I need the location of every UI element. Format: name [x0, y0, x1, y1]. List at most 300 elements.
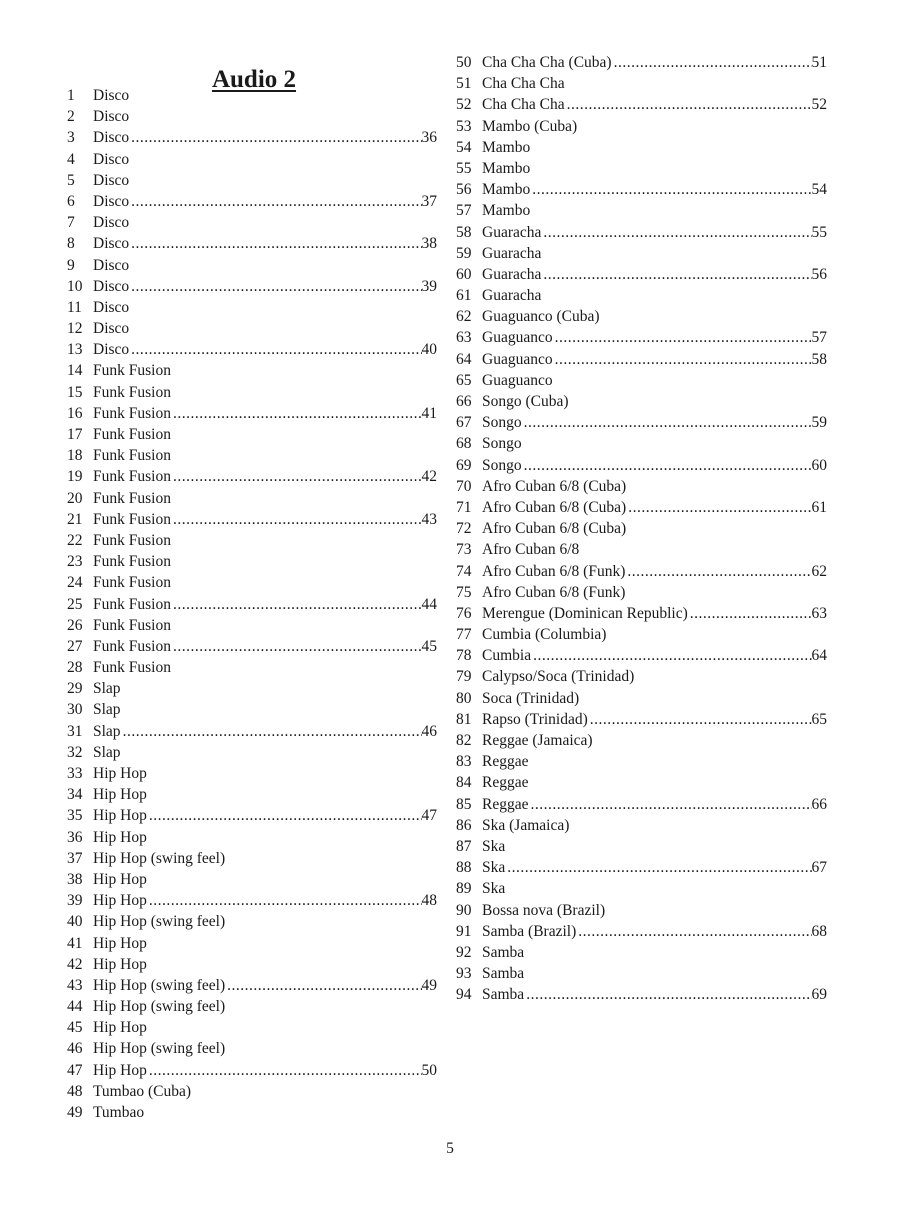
track-entry — [67, 551, 437, 572]
track-entry — [67, 678, 437, 699]
track-style-name: Afro Cuban 6/8 — [482, 541, 580, 559]
track-number: 19 — [67, 468, 83, 486]
track-number: 25 — [67, 595, 83, 613]
track-style-name: Rapso (Trinidad) — [482, 710, 588, 728]
track-entry — [456, 645, 827, 666]
track-page-reference: 51 — [811, 54, 827, 71]
track-number: 48 — [67, 1082, 83, 1100]
dot-leader — [524, 412, 812, 433]
track-page-reference: 52 — [811, 96, 827, 114]
track-style-name: Songo — [482, 414, 522, 432]
track-entry — [456, 730, 827, 751]
track-style-name: Mambo — [482, 181, 531, 199]
track-page-reference: 66 — [811, 795, 827, 813]
track-list-right-column — [456, 52, 827, 1005]
track-style-name: Hip Hop — [93, 1061, 147, 1079]
track-number: 35 — [67, 807, 83, 825]
track-entry — [67, 466, 437, 487]
track-entry — [67, 445, 437, 466]
track-page-reference: 49 — [421, 976, 437, 994]
track-number: 60 — [456, 265, 472, 283]
track-number: 93 — [456, 965, 472, 983]
page-title: Audio 2 — [211, 65, 297, 93]
track-entry — [456, 370, 827, 391]
track-entry — [67, 721, 437, 742]
track-style-name: Hip Hop — [93, 934, 147, 952]
track-style-name: Cha Cha Cha (Cuba) — [482, 54, 612, 71]
track-style-name: Reggae — [482, 774, 529, 792]
track-number: 34 — [67, 786, 83, 804]
track-entry — [456, 264, 827, 285]
track-style-name: Samba — [482, 943, 525, 961]
track-number: 89 — [456, 880, 472, 898]
track-number: 31 — [67, 722, 83, 740]
track-page-reference: 59 — [811, 414, 827, 432]
track-style-name: Disco — [93, 256, 130, 274]
track-page-reference: 58 — [811, 350, 827, 368]
track-list-left-column — [67, 85, 437, 1123]
track-entry — [67, 106, 437, 127]
track-style-name: Guaracha — [482, 287, 542, 305]
track-entry — [67, 594, 437, 615]
dot-leader — [532, 179, 811, 200]
dot-leader — [131, 191, 421, 212]
track-entry — [456, 963, 827, 984]
track-style-name: Guaracha — [482, 244, 542, 262]
track-number: 87 — [456, 837, 472, 855]
track-entry — [67, 763, 437, 784]
track-number: 38 — [67, 870, 83, 888]
track-style-name: Tumbao — [93, 1104, 145, 1121]
track-entry — [67, 318, 437, 339]
track-style-name: Disco — [93, 320, 130, 338]
track-style-name: Mambo (Cuba) — [482, 117, 578, 135]
track-style-name: Hip Hop (swing feel) — [93, 849, 226, 867]
track-number: 75 — [456, 583, 472, 601]
track-page-reference: 57 — [811, 329, 827, 347]
track-page-reference: 69 — [811, 986, 827, 1004]
track-entry — [456, 73, 827, 94]
track-entry — [456, 688, 827, 709]
track-style-name: Hip Hop — [93, 807, 147, 825]
track-entry — [456, 857, 827, 878]
track-style-name: Calypso/Soca (Trinidad) — [482, 668, 635, 686]
track-number: 18 — [67, 447, 83, 465]
track-entry — [67, 85, 437, 106]
track-entry — [67, 191, 437, 212]
track-style-name: Hip Hop — [93, 786, 147, 804]
track-entry — [67, 170, 437, 191]
track-style-name: Disco — [93, 192, 130, 210]
track-number: 29 — [67, 680, 83, 698]
track-entry — [456, 518, 827, 539]
track-number: 79 — [456, 668, 472, 686]
track-entry — [456, 582, 827, 603]
track-entry — [67, 742, 437, 763]
track-number: 2 — [67, 108, 75, 126]
track-number: 80 — [456, 689, 472, 707]
track-style-name: Songo — [482, 456, 522, 474]
track-number: 39 — [67, 892, 83, 910]
track-style-name: Funk Fusion — [93, 595, 171, 613]
track-style-name: Cumbia (Columbia) — [482, 626, 607, 644]
track-page-reference: 38 — [421, 235, 437, 253]
track-number: 51 — [456, 75, 472, 93]
track-number: 52 — [456, 96, 472, 114]
track-number: 21 — [67, 510, 83, 528]
track-style-name: Afro Cuban 6/8 (Funk) — [482, 583, 626, 601]
dot-leader — [149, 1060, 422, 1081]
track-entry — [67, 1017, 437, 1038]
dot-leader — [149, 890, 422, 911]
track-page-reference: 48 — [421, 892, 437, 910]
track-style-name: Samba — [482, 986, 525, 1004]
track-style-name: Funk Fusion — [93, 510, 171, 528]
track-entry — [67, 488, 437, 509]
track-style-name: Disco — [93, 150, 130, 168]
track-number: 6 — [67, 192, 75, 210]
track-entry — [67, 1060, 437, 1081]
track-entry — [456, 158, 827, 179]
track-number: 14 — [67, 362, 83, 380]
track-entry — [67, 276, 437, 297]
track-page-reference: 47 — [421, 807, 437, 825]
dot-leader — [507, 857, 811, 878]
track-page-reference: 63 — [811, 604, 827, 622]
track-style-name: Reggae — [482, 753, 529, 771]
track-entry — [67, 424, 437, 445]
track-number: 40 — [67, 913, 83, 931]
track-number: 30 — [67, 701, 83, 719]
track-style-name: Cha Cha Cha — [482, 96, 565, 114]
track-style-name: Afro Cuban 6/8 (Cuba) — [482, 520, 627, 538]
track-number: 66 — [456, 393, 472, 410]
track-entry — [456, 327, 827, 348]
track-entry — [456, 666, 827, 687]
track-style-name: Funk Fusion — [93, 468, 171, 486]
track-entry — [67, 149, 437, 170]
track-style-name: Disco — [93, 235, 130, 253]
track-page-reference: 42 — [421, 468, 437, 486]
track-entry — [456, 52, 827, 73]
track-style-name: Soca (Trinidad) — [482, 689, 580, 707]
track-entry — [456, 900, 827, 921]
track-entry — [67, 360, 437, 381]
track-number: 43 — [67, 976, 83, 994]
track-entry — [456, 391, 827, 412]
track-entry — [456, 497, 827, 518]
track-style-name: Ska (Jamaica) — [482, 816, 570, 834]
track-entry — [456, 200, 827, 221]
track-number: 74 — [456, 562, 472, 580]
track-entry — [67, 890, 437, 911]
track-entry — [67, 996, 437, 1017]
track-page-reference: 46 — [421, 722, 437, 740]
track-style-name: Slap — [93, 701, 121, 719]
track-style-name: Funk Fusion — [93, 553, 171, 571]
dot-leader — [173, 636, 422, 657]
track-entry — [67, 530, 437, 551]
dot-leader — [628, 497, 811, 518]
track-style-name: Funk Fusion — [93, 637, 171, 655]
track-number: 32 — [67, 743, 83, 761]
dot-leader — [173, 466, 422, 487]
track-number: 9 — [67, 256, 75, 274]
track-entry — [456, 222, 827, 243]
track-style-name: Tumbao (Cuba) — [93, 1082, 192, 1100]
track-number: 92 — [456, 943, 472, 961]
track-entry — [456, 772, 827, 793]
track-number: 46 — [67, 1040, 83, 1058]
track-page-reference: 43 — [421, 510, 437, 528]
track-page-reference: 65 — [811, 710, 827, 728]
track-entry — [456, 179, 827, 200]
track-number: 68 — [456, 435, 472, 453]
track-page-reference: 60 — [811, 456, 827, 474]
track-number: 82 — [456, 732, 472, 749]
track-number: 24 — [67, 574, 83, 592]
track-page-reference: 44 — [421, 595, 437, 613]
dot-leader — [524, 455, 812, 476]
track-number: 61 — [456, 287, 472, 305]
dot-leader — [173, 594, 422, 615]
track-entry — [67, 784, 437, 805]
track-style-name: Hip Hop — [93, 765, 147, 782]
track-number: 77 — [456, 626, 472, 644]
track-style-name: Disco — [93, 277, 130, 295]
page-number: 5 — [446, 1140, 454, 1157]
track-style-name: Slap — [93, 743, 121, 761]
track-style-name: Funk Fusion — [93, 383, 171, 401]
track-number: 47 — [67, 1061, 83, 1079]
track-entry — [67, 699, 437, 720]
track-entry — [456, 455, 827, 476]
dot-leader — [690, 603, 812, 624]
track-number: 49 — [67, 1104, 83, 1121]
track-style-name: Funk Fusion — [93, 426, 171, 443]
track-style-name: Songo — [482, 435, 522, 453]
track-entry — [456, 433, 827, 454]
track-number: 56 — [456, 181, 472, 199]
track-style-name: Slap — [93, 680, 121, 698]
track-page-reference: 54 — [811, 181, 827, 199]
track-style-name: Guaracha — [482, 223, 542, 241]
track-entry — [67, 1081, 437, 1102]
dot-leader — [131, 127, 421, 148]
track-entry — [67, 848, 437, 869]
track-number: 76 — [456, 604, 472, 622]
track-number: 17 — [67, 426, 83, 443]
track-entry — [456, 243, 827, 264]
dot-leader — [578, 921, 811, 942]
track-number: 28 — [67, 659, 83, 677]
track-entry — [67, 1038, 437, 1059]
track-number: 53 — [456, 117, 472, 135]
track-number: 13 — [67, 341, 83, 359]
dot-leader — [627, 561, 811, 582]
track-page-reference: 64 — [811, 647, 827, 665]
track-number: 59 — [456, 244, 472, 262]
track-number: 86 — [456, 816, 472, 834]
dot-leader — [543, 264, 811, 285]
track-number: 4 — [67, 150, 75, 168]
dot-leader — [131, 276, 421, 297]
track-entry — [456, 878, 827, 899]
track-style-name: Disco — [93, 129, 130, 147]
track-number: 54 — [456, 138, 472, 156]
dot-leader — [533, 645, 811, 666]
track-entry — [67, 975, 437, 996]
track-entry — [67, 1102, 437, 1123]
track-number: 71 — [456, 498, 472, 516]
track-style-name: Hip Hop — [93, 955, 147, 973]
track-page-reference: 68 — [811, 922, 827, 940]
track-entry — [456, 603, 827, 624]
track-entry — [456, 624, 827, 645]
track-style-name: Hip Hop — [93, 870, 147, 888]
track-style-name: Guaguanco — [482, 329, 553, 347]
track-number: 44 — [67, 998, 83, 1016]
dot-leader — [131, 233, 421, 254]
track-number: 5 — [67, 171, 75, 189]
dot-leader — [567, 94, 812, 115]
track-style-name: Funk Fusion — [93, 531, 171, 549]
track-entry — [456, 94, 827, 115]
track-style-name: Hip Hop (swing feel) — [93, 1040, 226, 1058]
track-style-name: Guaguanco (Cuba) — [482, 308, 600, 326]
track-number: 7 — [67, 214, 75, 232]
track-style-name: Disco — [93, 171, 130, 189]
track-number: 57 — [456, 202, 472, 220]
track-number: 27 — [67, 637, 83, 655]
track-number: 73 — [456, 541, 472, 559]
track-style-name: Disco — [93, 87, 130, 104]
track-number: 12 — [67, 320, 83, 338]
track-style-name: Funk Fusion — [93, 616, 171, 634]
dot-leader — [530, 794, 811, 815]
track-page-reference: 36 — [421, 129, 437, 147]
track-style-name: Cha Cha Cha — [482, 75, 565, 93]
track-entry — [456, 815, 827, 836]
track-style-name: Mambo — [482, 159, 531, 177]
track-number: 94 — [456, 986, 472, 1004]
track-number: 67 — [456, 414, 472, 432]
track-style-name: Ska — [482, 837, 506, 855]
track-style-name: Hip Hop — [93, 828, 147, 846]
track-style-name: Reggae — [482, 795, 529, 813]
track-style-name: Afro Cuban 6/8 (Cuba) — [482, 498, 627, 516]
track-number: 3 — [67, 129, 75, 147]
track-style-name: Afro Cuban 6/8 (Cuba) — [482, 477, 627, 495]
track-entry — [456, 709, 827, 730]
track-number: 72 — [456, 520, 472, 538]
track-entry — [67, 657, 437, 678]
track-style-name: Guaracha — [482, 265, 542, 283]
track-number: 69 — [456, 456, 472, 474]
track-entry — [456, 921, 827, 942]
track-entry — [67, 339, 437, 360]
track-style-name: Funk Fusion — [93, 447, 171, 465]
track-entry — [456, 412, 827, 433]
track-style-name: Hip Hop (swing feel) — [93, 998, 226, 1016]
track-entry — [67, 911, 437, 932]
track-number: 50 — [456, 54, 472, 71]
track-entry — [67, 869, 437, 890]
track-number: 84 — [456, 774, 472, 792]
track-number: 78 — [456, 647, 472, 665]
track-number: 58 — [456, 223, 472, 241]
track-number: 20 — [67, 489, 83, 507]
track-style-name: Afro Cuban 6/8 (Funk) — [482, 562, 626, 580]
track-entry — [456, 137, 827, 158]
track-number: 15 — [67, 383, 83, 401]
track-entry — [67, 255, 437, 276]
track-number: 85 — [456, 795, 472, 813]
track-style-name: Samba (Brazil) — [482, 922, 577, 940]
track-number: 16 — [67, 404, 83, 422]
track-entry — [67, 509, 437, 530]
dot-leader — [149, 805, 422, 826]
track-style-name: Reggae (Jamaica) — [482, 732, 593, 749]
track-page-reference: 45 — [421, 637, 437, 655]
track-number: 45 — [67, 1019, 83, 1037]
track-number: 65 — [456, 371, 472, 389]
track-entry — [456, 836, 827, 857]
track-number: 64 — [456, 350, 472, 368]
track-entry — [456, 984, 827, 1005]
track-entry — [456, 349, 827, 370]
track-entry — [67, 954, 437, 975]
track-entry — [67, 572, 437, 593]
track-number: 37 — [67, 849, 83, 867]
track-page-reference: 39 — [421, 277, 437, 295]
track-page-reference: 41 — [421, 404, 437, 422]
track-entry — [67, 805, 437, 826]
track-page-reference: 67 — [811, 859, 827, 877]
track-style-name: Merengue (Dominican Republic) — [482, 604, 688, 622]
track-style-name: Guaguanco — [482, 350, 553, 368]
track-page-reference: 37 — [421, 192, 437, 210]
track-page-reference: 62 — [811, 562, 827, 580]
track-number: 81 — [456, 710, 472, 728]
track-entry — [456, 751, 827, 772]
track-number: 88 — [456, 859, 472, 877]
track-entry — [67, 827, 437, 848]
track-page-reference: 55 — [811, 223, 827, 241]
track-page-reference: 40 — [421, 341, 437, 359]
track-style-name: Ska — [482, 880, 506, 898]
track-number: 41 — [67, 934, 83, 952]
track-number: 1 — [67, 87, 75, 104]
track-style-name: Samba — [482, 965, 525, 983]
track-style-name: Disco — [93, 214, 130, 232]
track-style-name: Songo (Cuba) — [482, 393, 569, 410]
track-number: 62 — [456, 308, 472, 326]
track-style-name: Funk Fusion — [93, 574, 171, 592]
track-style-name: Disco — [93, 108, 130, 126]
track-number: 36 — [67, 828, 83, 846]
track-style-name: Hip Hop (swing feel) — [93, 913, 226, 931]
track-style-name: Funk Fusion — [93, 404, 171, 422]
track-number: 8 — [67, 235, 75, 253]
track-page-reference: 50 — [421, 1061, 437, 1079]
track-entry — [67, 403, 437, 424]
track-entry — [67, 615, 437, 636]
track-number: 55 — [456, 159, 472, 177]
track-entry — [456, 942, 827, 963]
track-number: 33 — [67, 765, 83, 782]
track-style-name: Mambo — [482, 202, 531, 220]
